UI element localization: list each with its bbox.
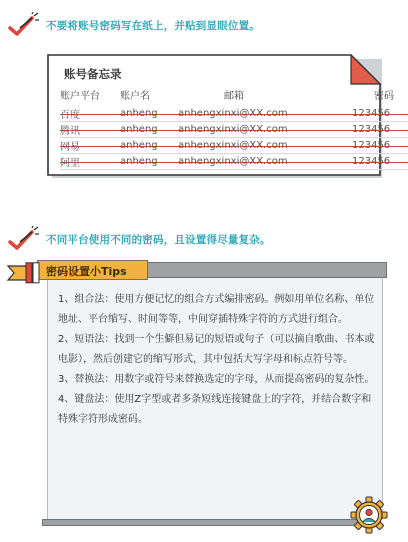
tip-heading-1 <box>8 12 260 38</box>
cell-platform: 网易 <box>60 138 120 154</box>
cell-platform: 腾讯 <box>60 122 120 138</box>
check-arrow-icon <box>8 12 40 38</box>
tips-list <box>58 290 376 430</box>
tips-panel <box>47 278 383 519</box>
cell-account: anheng <box>120 106 178 122</box>
tip-item-phrase: 2、短语法：找到一个生僻但易记的短语或句子（可以摘自歌曲、书本或电影），然后创建它的缩写形式，其中包括大写字母和标点符号等。 <box>58 334 375 365</box>
memo-title: 账号备忘录 <box>64 67 122 81</box>
tips-label-tab <box>37 260 148 280</box>
gear-person-icon <box>350 496 388 534</box>
col-email: 邮箱 <box>224 91 244 102</box>
cell-account: anheng <box>120 154 178 170</box>
tip-heading-1-text: 不要将账号密码写在纸上，并贴到显眼位置。 <box>46 19 260 32</box>
cell-email: anhengxinxi@XX.com <box>178 138 352 154</box>
memo-table <box>60 87 408 170</box>
cell-platform: 阿里 <box>60 154 120 170</box>
tip-item-keyboard: 4、键盘法：使用Z字型或者多条短线连接键盘上的字符，并结合数字和特殊字符形成密码。 <box>58 394 372 425</box>
cell-email: anhengxinxi@XX.com <box>178 154 352 170</box>
check-arrow-icon <box>8 226 40 252</box>
table-row <box>60 106 408 122</box>
table-row <box>60 138 408 154</box>
table-row <box>60 122 408 138</box>
col-account: 账户名 <box>120 91 150 102</box>
cell-account: anheng <box>120 122 178 138</box>
cell-password: 123456 <box>352 154 408 170</box>
tips-label: 密码设置小Tips <box>46 265 127 278</box>
cell-platform: 百度 <box>60 106 120 122</box>
col-password: 密码 <box>374 91 394 102</box>
memo-header-row <box>60 87 408 106</box>
cell-account: anheng <box>120 138 178 154</box>
tips-footer-bar <box>42 519 378 526</box>
account-memo-card <box>47 54 394 180</box>
cell-email: anhengxinxi@XX.com <box>178 122 352 138</box>
cell-password: 123456 <box>352 106 408 122</box>
bookmark-icon <box>6 262 42 284</box>
tip-heading-2 <box>8 226 271 252</box>
cell-email: anhengxinxi@XX.com <box>178 106 352 122</box>
table-row <box>60 154 408 170</box>
cell-password: 123456 <box>352 138 408 154</box>
tip-heading-2-text: 不同平台使用不同的密码，且设置得尽量复杂。 <box>46 233 271 246</box>
tip-item-combination: 1、组合法：使用方便记忆的组合方式编排密码。例如用单位名称、单位地址、平台缩写、时间等等，中间穿插特殊字符的方式进行组合。 <box>58 294 375 325</box>
col-platform: 账户平台 <box>60 91 100 102</box>
cell-password: 123456 <box>352 122 408 138</box>
tip-item-substitution: 3、替换法：用数字或符号来替换选定的字母，从而提高密码的复杂性。 <box>58 374 375 385</box>
